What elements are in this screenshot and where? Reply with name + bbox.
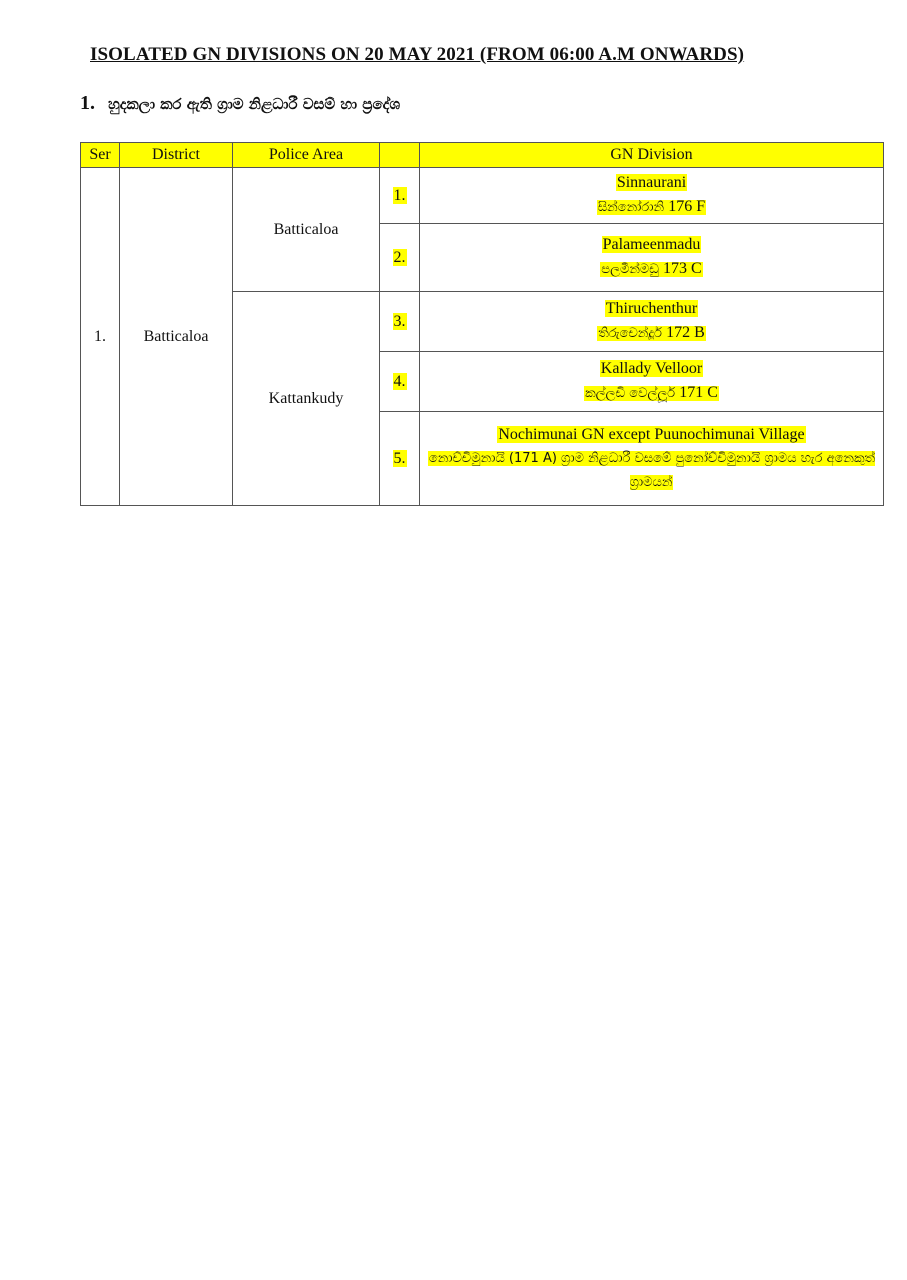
- gn-english-name: Sinnaurani: [616, 174, 687, 191]
- row-number: [380, 352, 420, 412]
- gn-code: 172 B: [666, 324, 705, 341]
- table-header-row: [81, 143, 884, 168]
- document-title: ISOLATED GN DIVISIONS ON 20 MAY 2021 (FROM 06:00 A.M ONWARDS): [90, 44, 745, 65]
- gn-sinhala-name: පලමීන්මඩු: [601, 262, 659, 277]
- row-number: [380, 412, 420, 506]
- header-police-area: Police Area: [233, 143, 380, 168]
- header-num: [380, 143, 420, 168]
- gn-sinhala-name: සින්නෝරානි: [597, 200, 665, 215]
- gn-division-cell: [420, 292, 884, 352]
- police-area-cell: Kattankudy: [233, 292, 380, 506]
- row-number-text: 4.: [393, 372, 406, 390]
- district-cell: Batticaloa: [120, 168, 233, 506]
- gn-code: 171 C: [679, 384, 718, 401]
- gn-division-cell: [420, 224, 884, 292]
- section-heading: [80, 92, 400, 115]
- header-ser: Ser: [81, 143, 120, 168]
- gn-english-name: Nochimunai GN except Puunochimunai Village: [498, 425, 805, 443]
- row-number-text: 5.: [393, 449, 406, 467]
- gn-code: 176 F: [668, 198, 706, 215]
- gn-division-cell: [420, 168, 884, 224]
- row-number-text: 3.: [393, 312, 406, 330]
- row-number: [380, 224, 420, 292]
- row-number: [380, 292, 420, 352]
- gn-english-name: Kallady Velloor: [600, 360, 703, 377]
- gn-division-cell: [420, 352, 884, 412]
- gn-sinhala-name: තිරුචෙන්දූර්: [598, 326, 662, 341]
- section-heading-text: හුදකලා කර ඇති ග්‍රාම නිළධාරී වසම් හා ප්‍රදේශ: [108, 95, 401, 113]
- row-number: [380, 168, 420, 224]
- ser-cell: 1.: [81, 168, 120, 506]
- header-district: District: [120, 143, 233, 168]
- gn-sinhala-name: කල්ලඩි වෙල්ලූර්: [585, 386, 676, 401]
- gn-english-name: Palameenmadu: [602, 236, 701, 253]
- police-area-cell: Batticaloa: [233, 168, 380, 292]
- row-number-text: 2.: [393, 248, 406, 266]
- isolated-gn-table: [80, 142, 884, 506]
- gn-division-cell: [420, 412, 884, 506]
- row-number-text: 1.: [393, 186, 406, 204]
- gn-code: 173 C: [663, 260, 702, 277]
- section-number: 1.: [80, 92, 95, 114]
- header-gn-division: GN Division: [420, 143, 884, 168]
- table-row: [81, 168, 884, 224]
- gn-sinhala-name: නොච්චිමුනායි (171 A) ග්‍රාම නිළධාරී වසමේ පුනෝච්චිමුනායි ග්‍රාමය හැර අනෙකුත් ග්‍රාමයන්: [428, 450, 876, 490]
- gn-english-name: Thiruchenthur: [605, 300, 698, 317]
